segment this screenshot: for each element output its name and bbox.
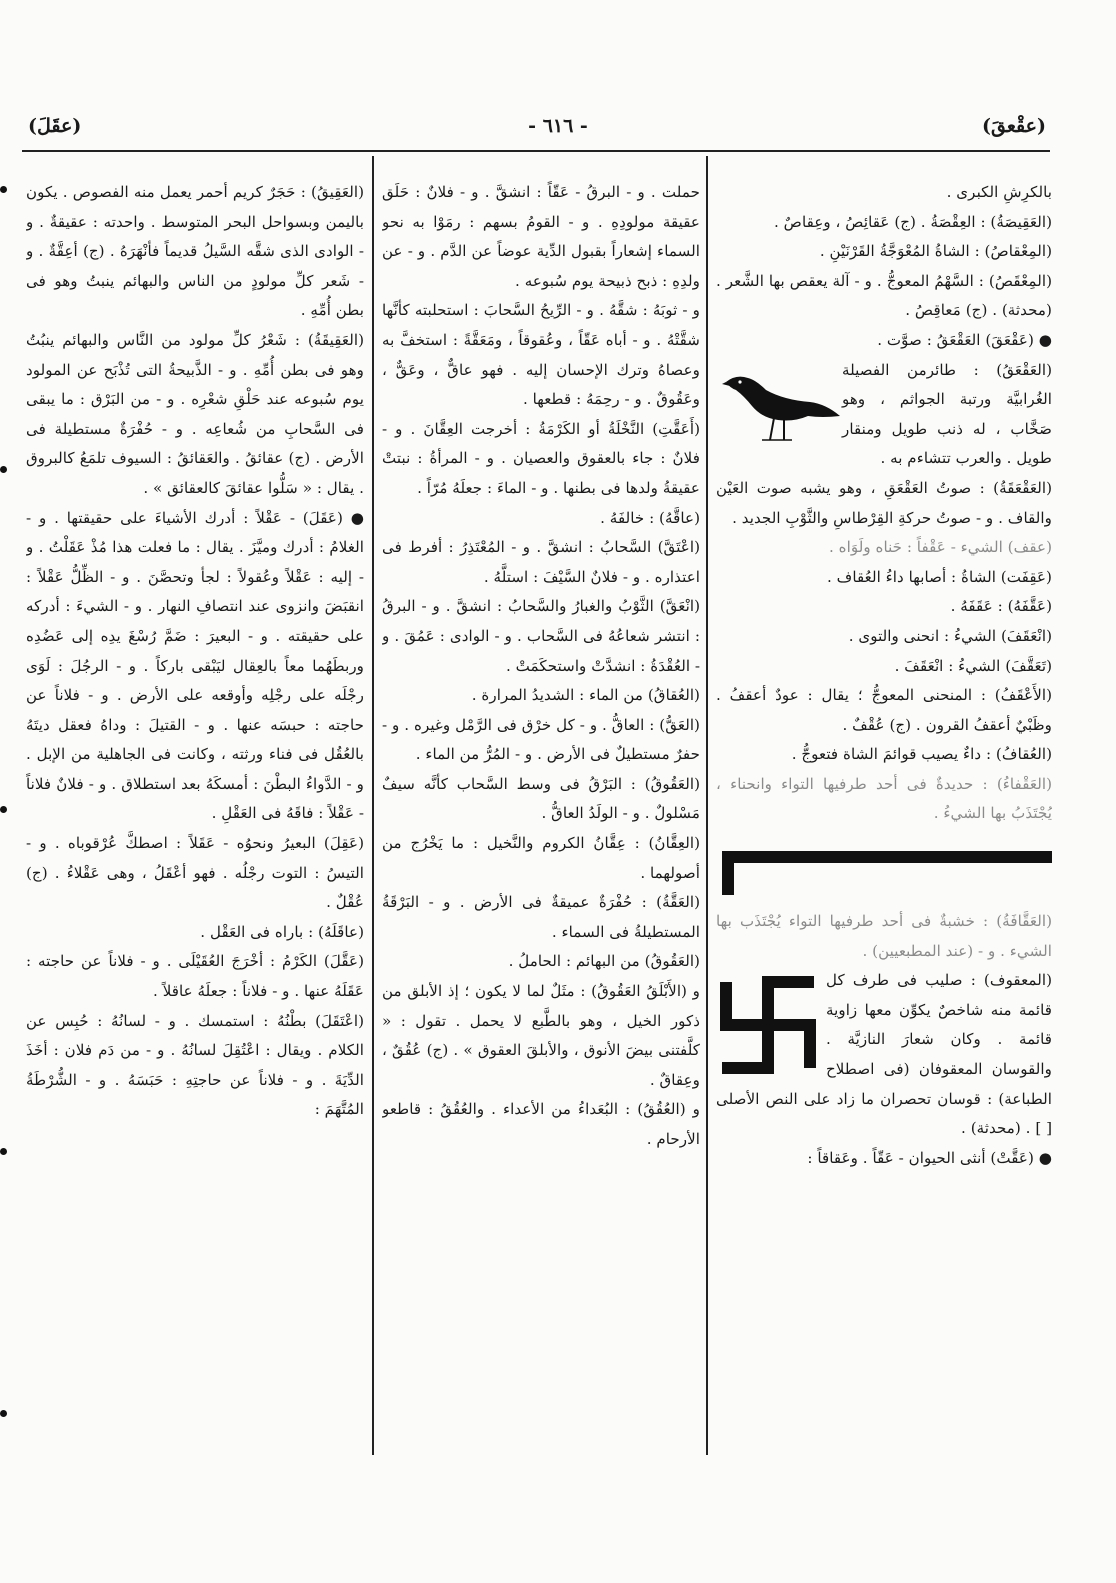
entry: (العَقْفاءُ) : حديدةٌ فى أحد طرفيها التواء وانحناء ، يُجْتَذَبُ بها الشيءُ . [716, 774, 1052, 823]
entry: (أَعَقَّتِ) النَّخْلَةُ أو الكَرْمَةُ : أخرجت العِقَّانَ . و - فلانٌ : جاء بالعقوق والعصيان . و - المرأةُ : نبتتْ عقيقةُ ولدها فى بطنها . و - الماءَ : جعلَهُ مُرّاً . [382, 419, 700, 497]
entry: و (العُقُقُ) : البُعَداءُ من الأعداء . والعُقُقُ : قاطعو الأرحام . [382, 1100, 700, 1148]
entry: و (الأَبْلَقُ العَقُوقُ) : مثَلٌ لما لا يكون ؛ إذ الأبلق من ذكور الخيل ، وهو بالطَّبع لا يحمل . تقول : « كلَّفتنى بيضَ الأنوق ، والأبلقَ العقوق » . (ج) عُقُقٌ ، وعِقاقٌ . [382, 982, 700, 1089]
entry: (العَقُّ) : العاقُّ . و - كل خرْق فى الرَّمْل وغيره . و - حفرٌ مستطيلٌ فى الأرض . و - المُرُّ من الماء . [382, 715, 700, 764]
column-left [26, 178, 364, 1458]
scan-edge-mark [0, 1410, 7, 1417]
printing-hook-figure [722, 851, 1052, 863]
entry: (اعْتَقَّ) السَّحابُ : انشقَّ . و - المُعْتَذِرُ : أفرط فى اعتذاره . و - فلانٌ السَّيْفَ : استلَّهُ . [382, 538, 700, 586]
entry: (العِقَّانُ) : عِقَّانُ الكروم والنَّخيل : ما يَخْرُج من أصولهما . [382, 834, 700, 882]
entry: (الأَعْقَفُ) : المنحنى المعوجُّ ؛ يقال : عودٌ أعقفُ . وظَبْيٌ أعقفُ القرون . (ج) عُقْفٌ . [716, 686, 1052, 734]
entry: ● (عَقْعَقَ) العَقْعَقُ : صوَّت . [877, 330, 1052, 349]
entry: (العَقِيقَةُ) : شَعْرُ كلِّ مولود من النَّاس والبهائم ينبُتُ وهو فى بطن أُمِّهِ . و - الذَّبيحةُ التى تُذْبَح عن المولود يوم سُبوعه عند حَلْقِ شعْرِه . و - من البَرْق : ما يبقى فى السَّحابِ من شُعاعِه . و - حُفْرَةٌ مستطيلة فى الأرض . (ج) عقائقُ . والعَقائقُ : السيوف تلمَعُ كالبروق . يقال : « سَلُّوا عقائقَ كالعقائق » . [26, 330, 364, 497]
entry: (تَعَقَّفَ) الشيءُ : انْعَقَفَ . [894, 656, 1052, 675]
entry: (العَقُوقُ) من البهائم : الحاملُ . [508, 952, 700, 971]
entry: (المِعْقاصُ) : الشاةُ المُعْوَجَّةُ القَرْنَيْنِ . [819, 242, 1052, 261]
running-head-left: (عقَلَ) [28, 115, 82, 137]
entry: (عاقَّهُ) : خالفَهُ . [600, 508, 700, 527]
running-head-right: (عقْعقَ) [982, 115, 1046, 137]
entry: (العَقَّافَةُ) : خشبةٌ فى أحد طرفيها التواء يُجْتَذَب بها الشيء . و - (عند المطبعيين) . [716, 912, 1052, 960]
scan-edge-mark [0, 186, 7, 193]
entry: (العَقْعَقُ) : طائرمن الفصيلة الغُرابيَّة ورتبة الجواثم ، وهو صَخَّاب ، له ذنب طويل ومنقار طويل . والعرب تتشاءم به . [842, 360, 1052, 468]
raven-icon [722, 360, 842, 446]
entry: (اعْتَقَلَ) بطْنُهُ : استمسك . و - لسانُهُ : حُبِس عن الكلام . ويقال : اعْتُقِلَ لسانُهُ . و - من دَم فلان : أخَذَ الدِّيَةَ . و - فلاناً عن حاجتِهِ : حَبَسَهُ . و - الشُّرْطَةُ المُتَّهَمَ : [26, 1011, 364, 1119]
entry: (انْعَقَّ) الثَّوْبُ والغبارُ والسَّحابُ : انشقَّ . و - البرقُ : انتشر شعاعُهُ فى السَّحاب . و - الوادى : عَمُقَ . و - العُقْدَةُ : انشدَّتْ واستحكَمَتْ . [382, 597, 700, 675]
entry: ● (عَقَّتْ) أنثى الحيوان - عَقّاً . وعَقاقاً : [807, 1148, 1052, 1167]
entry: (العَقِيقُ) : حَجَرٌ كريم أحمر يعمل منه الفصوص . يكون باليمن وبسواحل البحر المتوسط . واحدته : عقيقةٌ . و - الوادى الذى شقَّه السَّيلُ قديماً فأنْهَرَهُ . (ج) أعِقَّةٌ . و - شَعر كلِّ مولودٍ من الناس والبهائم ينبتُ وهو فى بطن أُمِّهِ . [26, 183, 364, 320]
column-divider-left [372, 156, 374, 1455]
entry: (العُقافُ) : داءٌ يصيب قوائمَ الشاة فتعوجُّ . [791, 745, 1052, 764]
column-middle [382, 178, 700, 1458]
entry: (عَقِلَ) البعيرُ ونحوُه - عَقَلاً : اصطكَّ عُرْقوباه . و - التيسُ : التوت رجْلُه . فهو أعْقَلُ ، وهى عَقْلاءُ . (ج) عُقْلٌ . [26, 834, 364, 912]
entry: (العَقِيصَةُ) : العِقْصَةُ . (ج) عَقائِصُ ، وعِقاصٌ . [774, 212, 1052, 231]
scan-edge-mark [0, 1148, 7, 1155]
entry: (العَقَّةُ) : حُفْرَةٌ عميقةٌ فى الأرض . و - البَرْقَةُ المستطيلةُ فى السماء . [382, 893, 700, 941]
entry: (عَقَّفَهُ) : عَقَفَهُ . [950, 597, 1052, 616]
page-number: - ٦١٦ - [528, 115, 588, 137]
entry: حملت . و - البرقُ - عَقّاً : انشقَّ . و - فلانٌ : حَلَق عقيقة مولودِهِ . و - القومُ بسهم : رمَوْا به نحو السماء إشعاراً بقبول الدِّية عوضاً عن الدَّم . و - عن ولدِهِ : ذبح ذبيحة يوم سُبوعه . [382, 183, 700, 290]
entry: (العَقُوقُ) : البَرْقُ فى وسط السَّحاب كأنَّه سيفٌ مَسْلولٌ . و - الولَدُ العاقُّ . [382, 774, 700, 823]
entry: (عَقِفَت) الشاةُ : أصابها داءُ العُقاف . [826, 567, 1052, 586]
entry: (العَقْعَقَةُ) : صوتُ العَقْعَقِ ، وهو يشبه صوت العَيْن والقاف . و - صوتُ حركةِ القِرْطاسِ والثَّوْبِ الجديد . [716, 478, 1052, 527]
column-right [716, 178, 1052, 1458]
entry: و - ثوبَهُ : شقَّهُ . و - الرِّيحُ السَّحابَ : استحلبته كأنَّها شقَّتْهُ . و - أباه عَقّاً ، وعُقوقاً ، ومَعَقَّةً : استخفَّ به وعصاهُ وترك الإحسان إليه . فهو عاقٌّ ، وعَقٌّ ، وعَقُوقٌ . و - رحِمَهُ : قطعها . [382, 301, 700, 409]
entry: ● (عَقَلَ) - عَقْلاً : أدرك الأشياءَ على حقيقتها . و - الغلامُ : أدرك وميَّزَ . يقال : ما فعلت هذا مُذْ عَقَلْتُ . و - إليه : عَقْلاً وعُقولاً : لجأ وتحصَّنَ . و - الظِّلُّ عَقْلاً : انقبَضَ وانزوى عند انتصافِ النهار . و - الشيءَ : أدركه على حقيقته . و - البعيرَ : ضَمَّ رُسْغَ يدِه إلى عَضُدِه وربطَهُما معاً بالعِقال ليَبْقى باركاً . و - الرجُلَ : لَوَى رجْلَه على رجْلِه وأوقعه على الأرض . و - فلاناً عن حاجته : حبسَه عنها . و - القتيلَ : وداهُ فعقل ديتَهُ بالعُقُل فى فناء ورثته ، وكانت فى الجاهلية من الإبل . و - الدَّواءُ البطْنَ : أمسكَهُ بعد استطلاق . و - فلانٌ فلاناً - عَقْلاً : فاقَهُ فى العَقْلِ . [26, 508, 364, 823]
entry: (عقف) الشيء - عَقْفاً : حَناه ولَوَاه . [829, 538, 1052, 557]
entry: (عاقَلَهُ) : باراه فى العَقْل . [200, 922, 364, 941]
scan-edge-mark [0, 466, 7, 473]
entry: (عَقَّلَ) الكَرْمُ : أخْرَجَ العُقَيْلَى . و - فلاناً عن حاجته : عَقَلَهُ عنها . و - فلاناً : جعلَهُ عاقلاً . [26, 952, 364, 1001]
column-divider-right [706, 156, 708, 1455]
entry: (المِعْقَصُ) : السَّهْمُ المعوجُّ . و - آلة يعقص بها الشَّعر . (محدثة) . (ج) مَعاقِصُ . [716, 271, 1052, 320]
scan-edge-mark [0, 806, 7, 813]
header-rule [22, 150, 1050, 152]
entry: بالكرِشِ الكبرى . [946, 183, 1052, 201]
entry: (انْعَقَفَ) الشيءُ : انحنى والتوى . [848, 626, 1052, 645]
entry: (المعقوف) : صليب فى طرف كل قائمة منه شاخصٌ يكوِّن معها زاوية قائمة . وكان شعارَ النازيَّة . والقوسان المعقوفان (فى اصطلاح الطباعة) : قوسان تحصران ما زاد على النص الأصلى [ ] . (محدثة) . [716, 971, 1052, 1138]
swastika-figure [716, 970, 820, 1080]
entry: (العُقاقُ) من الماء : الشديدُ المرارة . [471, 686, 700, 705]
